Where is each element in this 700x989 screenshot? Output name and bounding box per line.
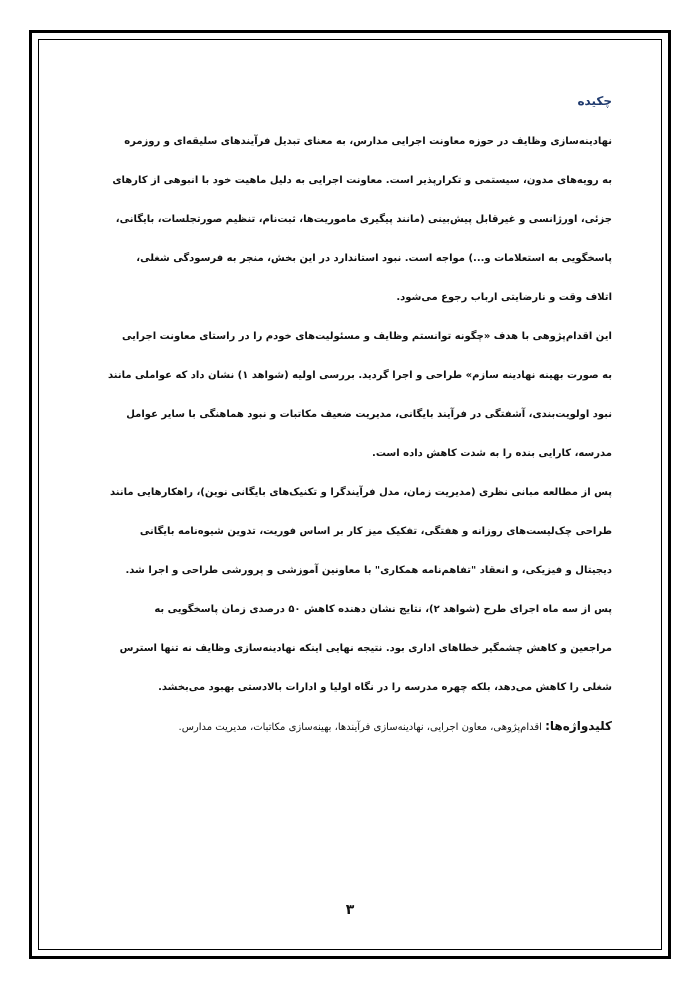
- text-line: جزئی، اورژانسی و غیرقابل پیش‌بینی (مانند پیگیری ماموریت‌ها، ثبت‌نام، تنظیم صورتجلسات، بایگانی،: [115, 214, 612, 225]
- text-line: مدرسه، کارایی بنده را به شدت کاهش داده است.: [372, 448, 612, 459]
- page-number: ۳: [345, 902, 355, 918]
- text-line: این اقدام‌پژوهی با هدف «چگونه توانستم وظایف و مسئولیت‌های خودم را در راستای معاونت اجرایی: [122, 331, 612, 342]
- text-line: پاسخگویی به استعلامات و...) مواجه است. نبود استاندارد در این بخش، منجر به فرسودگی شغلی،: [136, 253, 612, 264]
- text-line: پس از سه ماه اجرای طرح (شواهد ۲)، نتایج نشان دهنده کاهش ۵۰ درصدی زمان پاسخگویی به: [154, 604, 612, 615]
- text-line: طراحی چک‌لیست‌های روزانه و هفتگی، تفکیک میز کار بر اساس فوریت، تدوین شیوه‌نامه بایگانی: [139, 526, 612, 537]
- text-line: به رویه‌های مدون، سیستمی و تکرارپذیر است. معاونت اجرایی به دلیل ماهیت خود با انبوهی از کارهای: [112, 175, 612, 186]
- keywords-text: اقدام‌پژوهی، معاون اجرایی، نهادینه‌سازی فرآیندها، بهینه‌سازی مکاتبات، مدیریت مدارس.: [178, 722, 546, 733]
- text-line: پس از مطالعه مبانی نظری (مدیریت زمان، مدل فرآیندگرا و تکنیک‌های بایگانی نوین)، راهکارهایی مانند: [109, 487, 612, 498]
- text-line: اتلاف وقت و نارضایتی ارباب رجوع می‌شود.: [396, 292, 612, 303]
- text-line: دیجیتال و فیزیکی، و انعقاد "تفاهم‌نامه همکاری" با معاونین آموزشی و پرورشی طراحی و اجرا شد.: [125, 565, 612, 576]
- text-line: نبود اولویت‌بندی، آشفتگی در فرآیند بایگانی، مدیریت ضعیف مکاتبات و نبود هماهنگی با سایر عوامل: [126, 409, 612, 420]
- keywords-line: [84, 707, 612, 747]
- text-line: شغلی را کاهش می‌دهد، بلکه چهره مدرسه را در نگاه اولیا و ادارات بالادستی بهبود می‌بخشد.: [158, 682, 612, 693]
- text-line: نهادینه‌سازی وظایف در حوزه معاونت اجرایی مدارس، به معنای تبدیل فرآیندهای سلیقه‌ای و روزمره: [124, 136, 612, 147]
- abstract-body: [84, 122, 612, 707]
- text-line: مراجعین و کاهش چشمگیر خطاهای اداری بود. نتیجه نهایی اینکه نهادینه‌سازی وظایف نه تنها استرس: [119, 643, 612, 654]
- keywords-label: کلیدواژه‌ها:: [545, 719, 612, 733]
- abstract-section: [84, 80, 612, 747]
- text-line: به صورت بهینه نهادینه سازم» طراحی و اجرا گردید. بررسی اولیه (شواهد ۱) نشان داد که عواملی مانند: [108, 370, 612, 381]
- abstract-heading: چکیده: [577, 94, 612, 108]
